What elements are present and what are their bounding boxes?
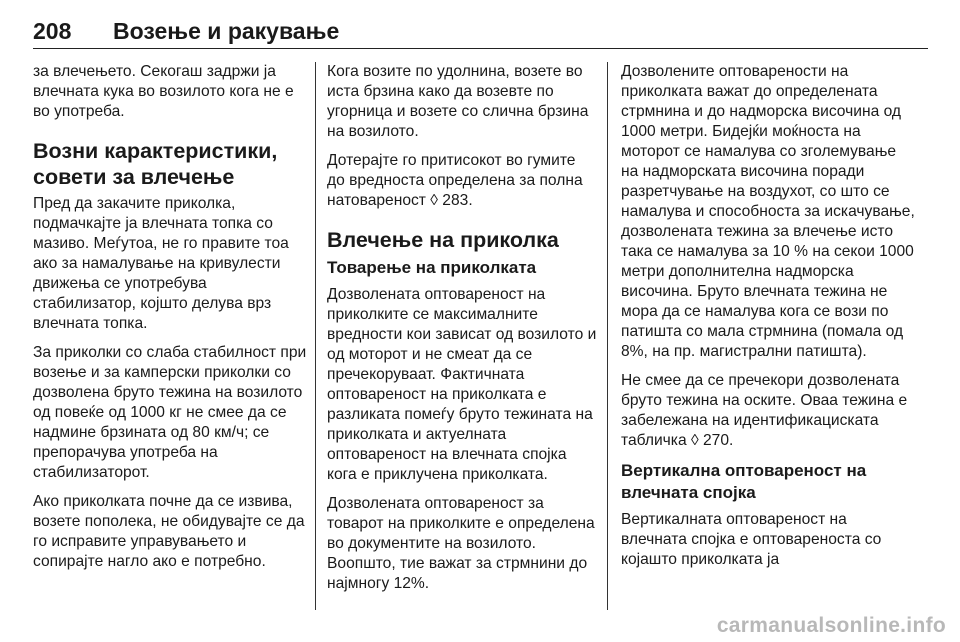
- paragraph: Пред да закачите приколка, подмачкајте ја влечната топка со мазиво. Меѓутоа, не го правите тоа ако за намалување на кривулести движења се употребува стабилизатор, којшто делува врз влечната топка.: [33, 195, 289, 332]
- column-divider-1: [315, 62, 316, 610]
- paragraph: Ако приколката почне да се извива, возете пополека, не обидувајте се да го исправите управувањето и сопирајте нагло ако е потребно.: [33, 493, 305, 570]
- paragraph: Кога возите по удолнина, возете во иста брзина како да возевте по угорница и возете со слична брзина на возилото.: [327, 63, 589, 140]
- paragraph: Дозволената оптовареност за товарот на приколките е определена во документите на возилото. Воопшто, тие важат за стрмнини до најмногу 12%.: [327, 495, 595, 592]
- column-1: [33, 62, 311, 581]
- column-3: [621, 62, 915, 579]
- running-title: Возење и ракување: [113, 18, 340, 44]
- subheading-vertical-load: Вертикална оптовареност на влечната спојка: [621, 461, 867, 502]
- watermark: carmanualsonline.info: [716, 614, 946, 637]
- section-heading-driving: Возни карактеристики, совети за влечење: [33, 139, 278, 189]
- section-heading-towing: Влечење на приколка: [327, 228, 559, 252]
- page-number: 208: [33, 18, 72, 44]
- paragraph: За приколки со слаба стабилност при возење и за камперски приколки со дозволена бруто тежина на возилото од повеќе од 1000 кг не смее да се надмине брзината од 80 км/ч; се препорачува употреба на стабилизаторот.: [33, 344, 307, 481]
- paragraph: Дозволените оптоварености на приколката важат до определената стрмнина и до надморска височина од 1000 метри. Бидејќи моќноста на моторот се намалува со зголемување на надморската височина поради разретчување на воздухот, со што се намалува и способноста за искачување, дозволената тежина за влечење исто така се намалува за 10 % на секои 1000 метри дополнителна надморска височина. Бруто влечната тежина не мора да се намалува кога се вози по патишта со мала стрмнина (помала од 8%, на пр. магистрални патишта).: [621, 63, 915, 360]
- paragraph: Вертикалната оптовареност на влечната спојка е оптовареноста со којашто приколката ја: [621, 511, 882, 568]
- header-rule: [33, 48, 928, 49]
- column-divider-2: [607, 62, 608, 610]
- page-header: [33, 14, 928, 48]
- paragraph: Дотерајте го притисокот во гумите до вредноста определена за полна натовареност ◊ 283.: [327, 152, 583, 209]
- column-2: [327, 62, 597, 603]
- paragraph: Не смее да се пречекори дозволената бруто тежина на оските. Оваа тежина е забележана на идентификациската табличка ◊ 270.: [621, 372, 908, 449]
- paragraph: Дозволената оптовареност на приколките се максималните вредности кои зависат од возилото и од моторот и не смеат да се пречекоруваат. Фактичната оптовареност на приколката е разликата помеѓу бруто тежината на приколката и актуелната оптовареност на влечната спојка кога е приклучена приколката.: [327, 286, 597, 483]
- paragraph: за влечењето. Секогаш задржи ја влечната кука во возилото кога не е во употреба.: [33, 63, 294, 120]
- subheading-trailer-loading: Товарење на приколката: [327, 258, 537, 277]
